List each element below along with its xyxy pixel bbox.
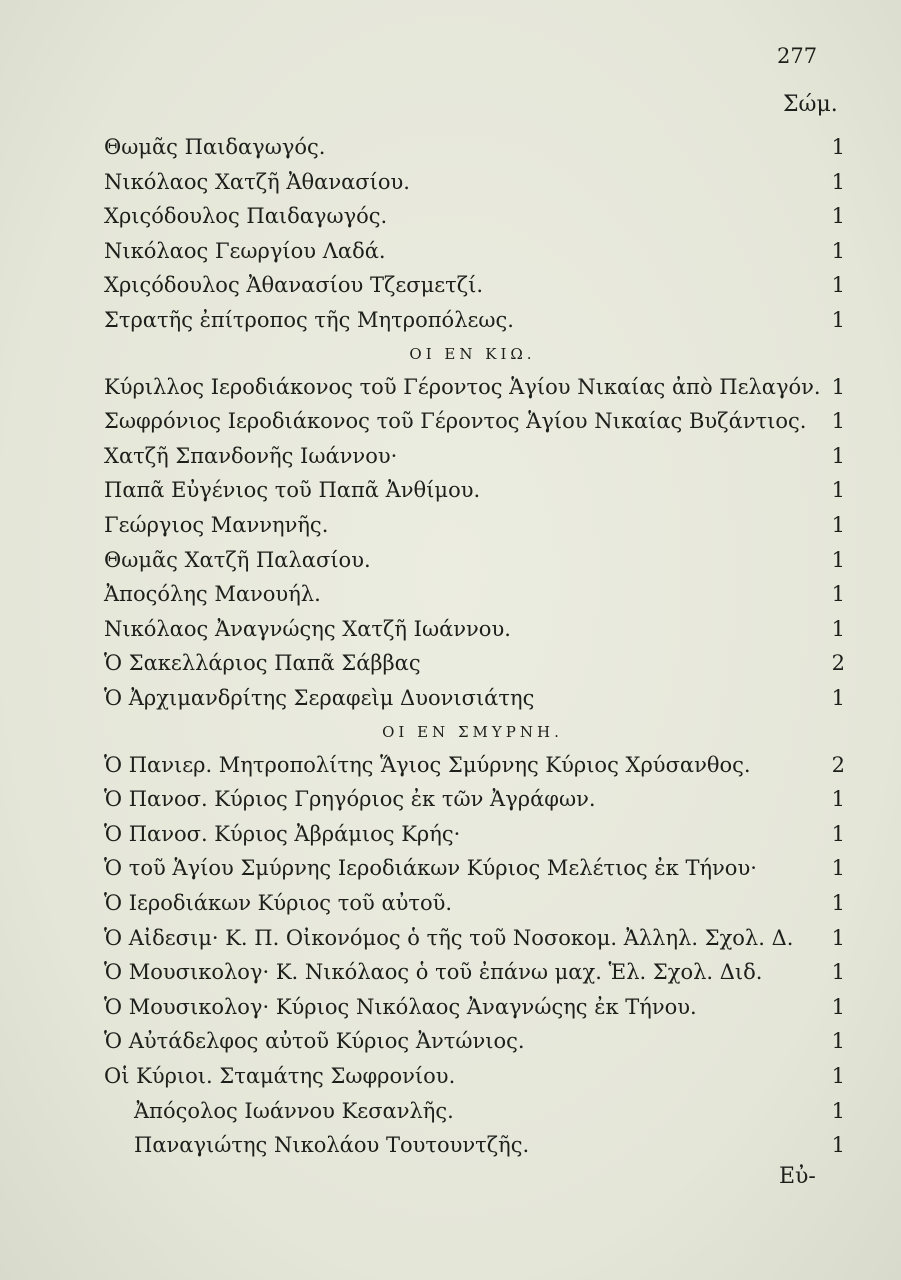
copies-count: 1 [831, 238, 845, 263]
subscriber-name: Χριςόδουλος Παιδαγωγός. [104, 204, 388, 229]
copies-count: 1 [831, 308, 845, 332]
copies-count: 1 [831, 1133, 845, 1158]
list-item [100, 577, 845, 611]
copies-count: 1 [831, 787, 845, 812]
subscriber-name: Ἀποςόλης Μανουήλ. [104, 582, 321, 607]
list-item [100, 921, 845, 955]
subscriber-name: Ἀπόςολος Ιωάννου Κεσανλῆς. [134, 1098, 454, 1123]
copies-count: 1 [831, 925, 845, 950]
list-item [100, 234, 845, 268]
list-item [100, 165, 845, 199]
list-item [100, 955, 845, 989]
list-item [100, 268, 845, 302]
subscriber-name: Νικόλαος Γεωργίου Λαδά. [104, 238, 386, 263]
subscriber-name: Γεώργιος Μαννηνῆς. [104, 513, 329, 537]
subscriber-name: Ὁ Ἀρχιμανδρίτης Σεραφεὶμ Δυονισιάτης [104, 686, 535, 710]
subscriber-name: Ὁ Ιεροδιάκων Κύριος τοῦ αὐτοῦ. [104, 891, 453, 915]
subscriber-name: Στρατῆς ἐπίτροπος τῆς Μητροπόλεως. [104, 308, 514, 332]
subscriber-name: Ὁ Πανοσ. Κύριος Ἀβράμιος Κρής· [104, 821, 461, 846]
list-item [100, 681, 845, 715]
copies-count: 1 [831, 1029, 845, 1054]
copies-count: 2 [831, 651, 845, 676]
list-item [100, 543, 845, 577]
subscriber-name: Ὁ Αἰδεσιμ· Κ. Π. Οἰκονόμος ὁ τῆς τοῦ Νοσοκομ. Ἀλληλ. Σχολ. Δ. [104, 925, 794, 950]
list-item [100, 404, 845, 438]
list-item [100, 1094, 845, 1128]
list-item [100, 1059, 845, 1093]
copies-count: 1 [831, 169, 845, 194]
subscriber-name: Ὁ Μουσικολογ· Κύριος Νικόλαος Ἀναγνώςης ἐκ Τήνου. [104, 994, 697, 1019]
section-heading-smyrni: ΟΙ ΕΝ ΣΜΥΡΝΗ. [382, 722, 563, 741]
catchword: Εὐ- [779, 1164, 816, 1189]
copies-count: 1 [831, 374, 845, 399]
list-item [100, 782, 845, 816]
subscriber-name: Χατζῆ Σπανδονῆς Ιωάννου· [104, 443, 398, 468]
list-item [100, 1128, 845, 1162]
copies-count: 1 [831, 1064, 845, 1088]
copies-count: 1 [831, 547, 845, 572]
list-item [100, 473, 845, 507]
subscriber-name: Νικόλαος Χατζῆ Ἀθανασίου. [104, 169, 410, 194]
copies-count: 1 [831, 616, 845, 641]
subscriber-name: Θωμᾶς Παιδαγωγός. [104, 135, 326, 159]
subscriber-name: Παναγιώτης Νικολάου Τουτουντζῆς. [134, 1133, 530, 1158]
copies-count: 1 [831, 204, 845, 229]
copies-count: 1 [831, 686, 845, 710]
column-heading: Σώμ. [783, 92, 838, 117]
copies-count: 1 [831, 856, 845, 881]
subscriber-name: Ὁ Μουσικολογ· Κ. Νικόλαος ὁ τοῦ ἐπάνω μαχ. Ἑλ. Σχολ. Διδ. [104, 960, 763, 985]
copies-count: 1 [831, 513, 845, 537]
list-item [100, 817, 845, 851]
copies-count: 1 [831, 891, 845, 915]
list-item [100, 1024, 845, 1058]
list-item [100, 990, 845, 1024]
copies-count: 1 [831, 443, 845, 468]
subscriber-name: Θωμᾶς Χατζῆ Παλασίου. [104, 547, 371, 572]
list-item [100, 612, 845, 646]
copies-count: 2 [831, 752, 845, 777]
subscriber-name: Κύριλλος Ιεροδιάκονος τοῦ Γέροντος Ἁγίου Νικαίας ἀπὸ Πελαγόν. [104, 374, 821, 399]
copies-count: 1 [831, 135, 845, 159]
list-item [100, 851, 845, 885]
list-item [100, 370, 845, 404]
list-item [100, 508, 845, 542]
subscriber-name: Οἱ Κύριοι. Σταμάτης Σωφρονίου. [104, 1064, 456, 1088]
copies-count: 1 [831, 478, 845, 503]
list-item [100, 199, 845, 233]
copies-count: 1 [831, 409, 845, 434]
subscriber-name: Νικόλαος Ἀναγνώςης Χατζῆ Ιωάννου. [104, 616, 511, 641]
copies-count: 1 [831, 821, 845, 846]
list-item [100, 303, 845, 337]
page-number: 277 [777, 44, 818, 68]
copies-count: 1 [831, 960, 845, 985]
copies-count: 1 [831, 1098, 845, 1123]
copies-count: 1 [831, 273, 845, 298]
list-item [100, 439, 845, 473]
subscriber-name: Χριςόδουλος Ἀθανασίου Τζεσμετζί. [104, 273, 484, 298]
subscriber-name: Ὁ Αὐτάδελφος αὐτοῦ Κύριος Ἀντώνιος. [104, 1029, 525, 1054]
subscriber-name: Ὁ Σακελλάριος Παπᾶ Σάββας [104, 651, 421, 676]
list-item [100, 886, 845, 920]
copies-count: 1 [831, 582, 845, 607]
subscriber-name: Ὁ τοῦ Ἁγίου Σμύρνης Ιεροδιάκων Κύριος Μελέτιος ἐκ Τήνου· [104, 856, 757, 881]
list-item [100, 130, 845, 164]
list-item [100, 646, 845, 680]
section-heading-kio: ΟΙ ΕΝ ΚΙΩ. [409, 344, 536, 363]
copies-count: 1 [831, 994, 845, 1019]
subscriber-name: Ὁ Πανοσ. Κύριος Γρηγόριος ἐκ τῶν Ἀγράφων. [104, 787, 596, 812]
list-item [100, 748, 845, 782]
subscriber-name: Ὁ Πανιερ. Μητροπολίτης Ἅγιος Σμύρνης Κύριος Χρύσανθος. [104, 752, 751, 777]
subscriber-name: Παπᾶ Εὐγένιος τοῦ Παπᾶ Ἀνθίμου. [104, 478, 481, 503]
subscriber-name: Σωφρόνιος Ιεροδιάκονος τοῦ Γέροντος Ἁγίου Νικαίας Βυζάντιος. [104, 409, 807, 434]
